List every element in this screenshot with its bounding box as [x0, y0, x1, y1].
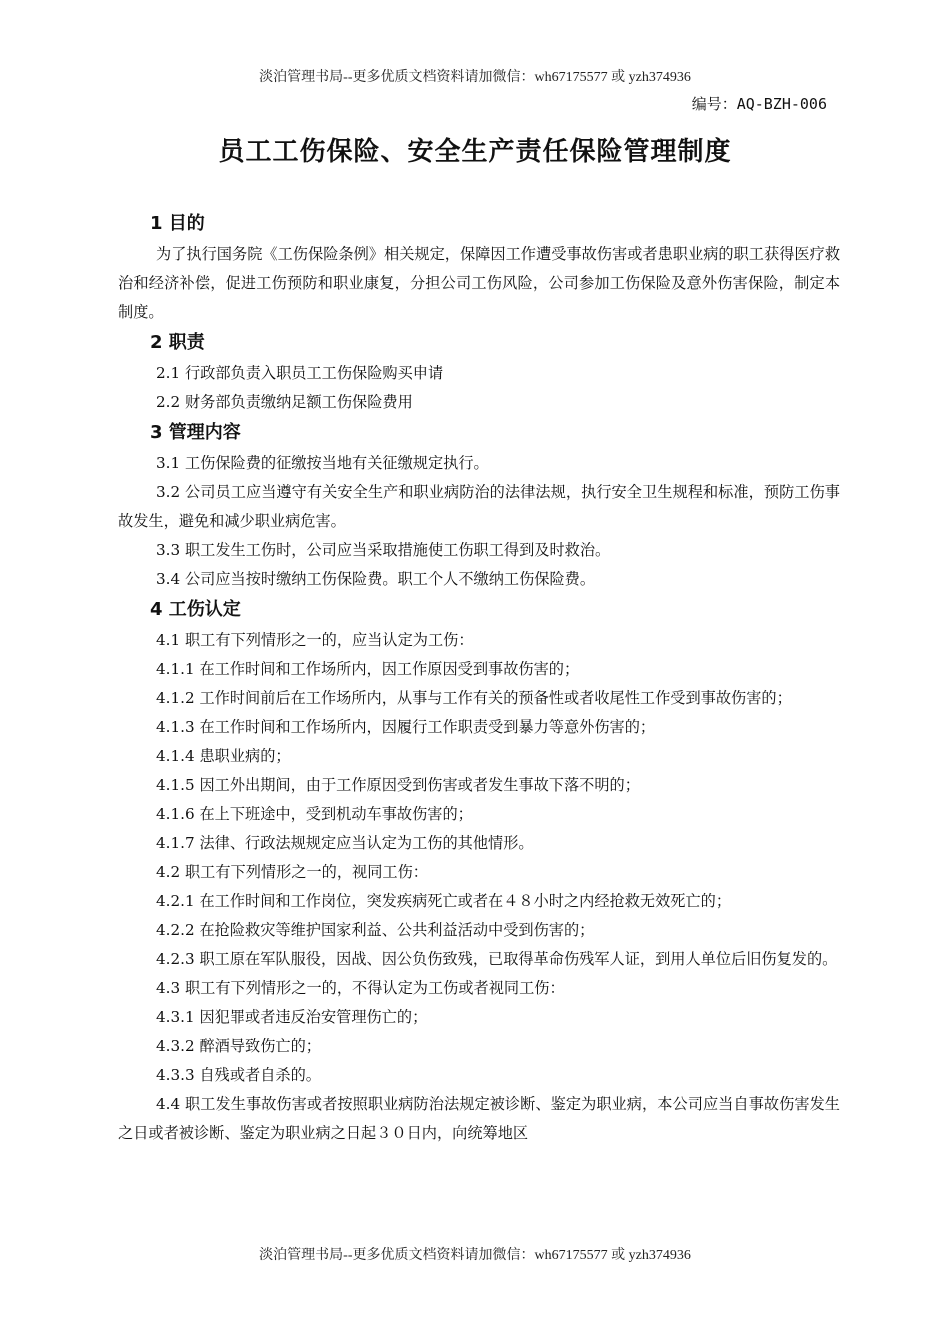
document-body — [118, 208, 840, 1148]
paragraph: 2.1 行政部负责入职员工工伤保险购买申请 — [156, 364, 444, 382]
paragraph: 4.3.2 醉酒导致伤亡的； — [156, 1037, 321, 1055]
section-heading-purpose: 1 目的 — [150, 213, 205, 234]
footer-note: 淡泊管理书局--更多优质文档资料请加微信：wh67175577 或 yzh374936 — [259, 1248, 691, 1263]
document-title: 员工工伤保险、安全生产责任保险管理制度 — [218, 137, 732, 167]
section-heading-injury-recognition: 4 工伤认定 — [150, 599, 241, 620]
paragraph: 4.1.5 因工外出期间，由于工作原因受到伤害或者发生事故下落不明的； — [156, 776, 640, 794]
paragraph: 为了执行国务院《工伤保险条例》相关规定，保障因工作遭受事故伤害或者患职业病的职工获得医疗救治和经济补偿，促进工伤预防和职业康复，分担公司工伤风险，公司参加工伤保险及意外伤害保险，制定本制度。 — [118, 245, 840, 321]
paragraph: 4.1.4 患职业病的； — [156, 747, 291, 765]
paragraph: 4.1.3 在工作时间和工作场所内，因履行工作职责受到暴力等意外伤害的； — [156, 718, 656, 736]
paragraph: 2.2 财务部负责缴纳足额工伤保险费用 — [156, 393, 413, 411]
paragraph: 4.2.2 在抢险救灾等维护国家利益、公共利益活动中受到伤害的； — [156, 921, 595, 939]
paragraph: 4.1 职工有下列情形之一的，应当认定为工伤： — [156, 631, 474, 649]
paragraph: 4.2.1 在工作时间和工作岗位，突发疾病死亡或者在４８小时之内经抢救无效死亡的； — [156, 892, 732, 910]
paragraph: 4.3 职工有下列情形之一的，不得认定为工伤或者视同工伤： — [156, 979, 565, 997]
paragraph: 3.3 职工发生工伤时，公司应当采取措施使工伤职工得到及时救治。 — [156, 541, 611, 559]
paragraph: 3.2 公司员工应当遵守有关安全生产和职业病防治的法律法规，执行安全卫生规程和标准，预防工伤事故发生，避免和减少职业病危害。 — [118, 483, 840, 530]
paragraph: 4.1.2 工作时间前后在工作场所内，从事与工作有关的预备性或者收尾性工作受到事故伤害的； — [156, 689, 792, 707]
paragraph: 4.4 职工发生事故伤害或者按照职业病防治法规定被诊断、鉴定为职业病，本公司应当自事故伤害发生之日或者被诊断、鉴定为职业病之日起３０日内，向统筹地区 — [118, 1095, 840, 1142]
section-heading-management: 3 管理内容 — [150, 422, 241, 443]
section-heading-responsibilities: 2 职责 — [150, 332, 205, 353]
paragraph: 4.2.3 职工原在军队服役，因战、因公负伤致残，已取得革命伤残军人证，到用人单位后旧伤复发的。 — [156, 950, 838, 968]
paragraph: 4.1.7 法律、行政法规规定应当认定为工伤的其他情形。 — [156, 834, 534, 852]
paragraph: 4.1.6 在上下班途中，受到机动车事故伤害的； — [156, 805, 473, 823]
paragraph: 3.4 公司应当按时缴纳工伤保险费。职工个人不缴纳工伤保险费。 — [156, 570, 596, 588]
paragraph: 4.3.1 因犯罪或者违反治安管理伤亡的； — [156, 1008, 428, 1026]
paragraph: 4.2 职工有下列情形之一的，视同工伤： — [156, 863, 428, 881]
paragraph: 3.1 工伤保险费的征缴按当地有关征缴规定执行。 — [156, 454, 489, 472]
document-number: 编号：AQ-BZH-006 — [691, 95, 827, 113]
paragraph: 4.3.3 自残或者自杀的。 — [156, 1066, 321, 1084]
header-note: 淡泊管理书局--更多优质文档资料请加微信：wh67175577 或 yzh374936 — [259, 70, 691, 85]
paragraph: 4.1.1 在工作时间和工作场所内，因工作原因受到事故伤害的； — [156, 660, 580, 678]
